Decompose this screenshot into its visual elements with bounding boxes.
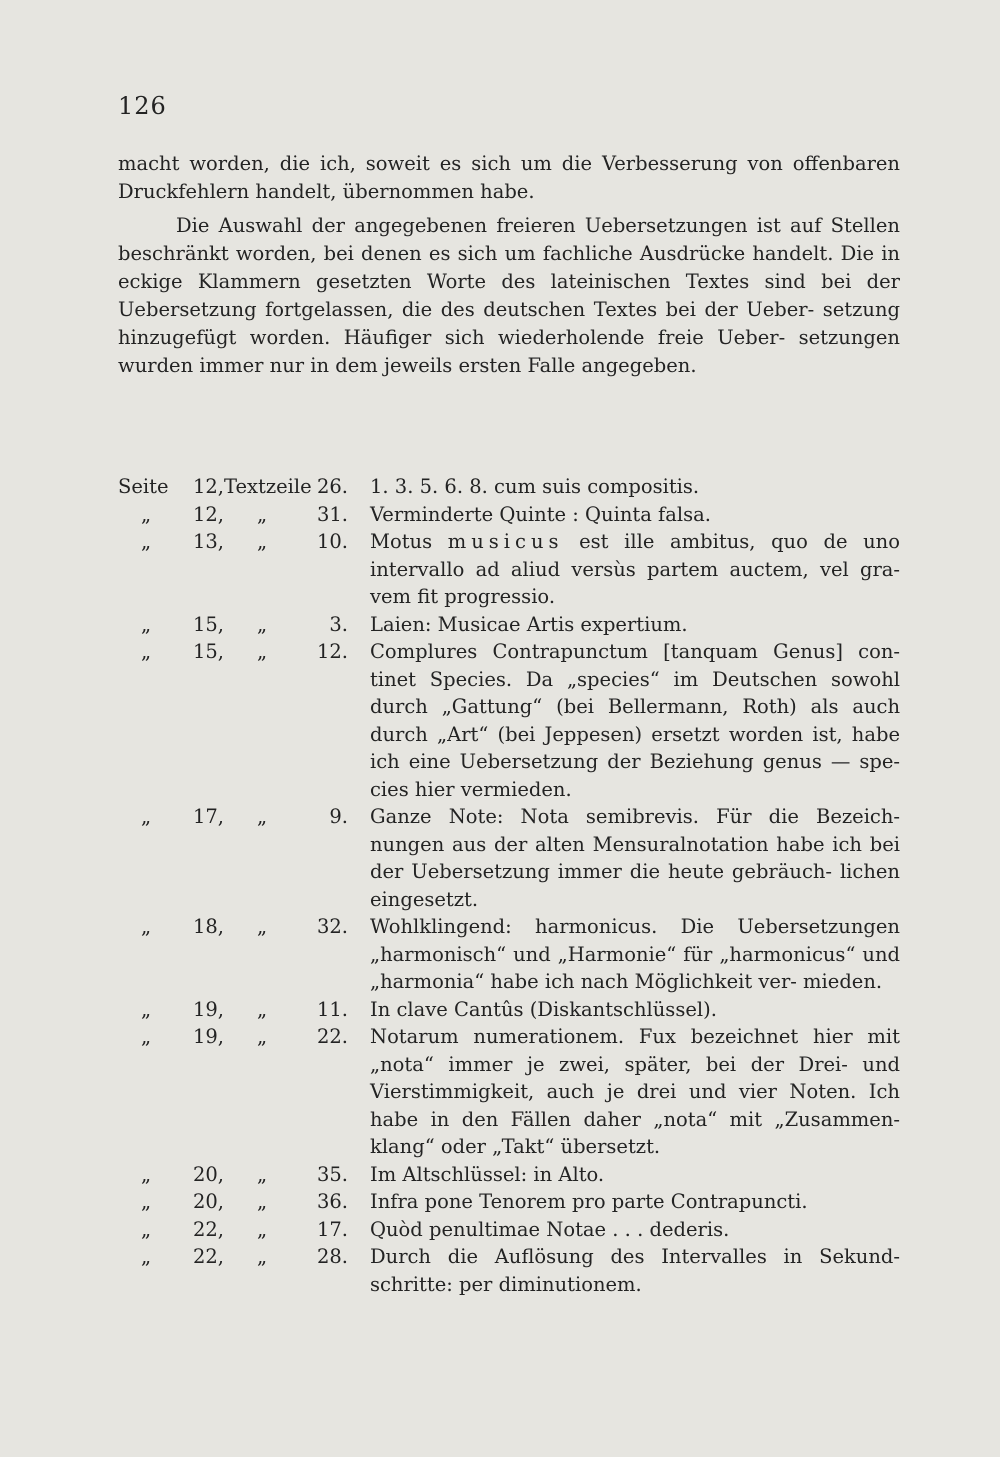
entry-page-ditto: „ <box>140 502 152 526</box>
note-entry <box>118 913 900 996</box>
entry-line-ditto: „ <box>256 612 268 636</box>
entry-text: Ganze Note: Nota semibrevis. Für die Bezeich- nungen aus der alten Mensuralnotation habe ich bei der Uebersetzung immer die heute gebräuch- lichen eingesetzt. <box>370 805 900 911</box>
entry-page-number: 12, <box>192 475 224 498</box>
note-entry <box>118 473 900 501</box>
entry-page-ditto: „ <box>140 1217 152 1241</box>
entry-page-number: 17, <box>192 805 224 828</box>
note-entry <box>118 611 900 639</box>
entry-page-number: 22, <box>192 1245 224 1268</box>
note-entry <box>118 1023 900 1161</box>
note-entry <box>118 528 900 611</box>
note-entry <box>118 1188 900 1216</box>
entry-line-ditto: „ <box>256 1190 268 1213</box>
entry-page-ditto: „ <box>140 997 152 1021</box>
entry-text: In clave Cantûs (Diskantschlüssel). <box>370 997 717 1021</box>
entry-page-number: 18, <box>192 915 224 938</box>
entry-page-label: Seite <box>118 475 169 498</box>
note-entry <box>118 1243 900 1298</box>
entry-line-number: 9. <box>329 805 348 828</box>
entry-page-ditto: „ <box>140 1245 152 1268</box>
entry-line-number: 10. <box>316 530 348 553</box>
entry-page-ditto: „ <box>140 1025 152 1048</box>
entry-page-ditto: „ <box>140 640 152 663</box>
entry-page-ditto: „ <box>140 530 152 553</box>
note-entry <box>118 1216 900 1244</box>
entry-line-ditto: „ <box>256 997 268 1021</box>
entry-page-ditto: „ <box>140 915 152 938</box>
note-entry <box>118 996 900 1024</box>
intro-paragraph-1: macht worden, die ich, soweit es sich um die Verbesserung von offenbaren Druckfehlern handelt, übernommen habe. <box>118 152 900 203</box>
entry-page-ditto: „ <box>140 1162 152 1186</box>
entry-line-number: 11. <box>316 997 348 1021</box>
entry-line-number: 22. <box>316 1025 348 1048</box>
entry-page-number: 19, <box>192 997 224 1021</box>
note-entry <box>118 501 900 529</box>
entry-line-label: Textzeile <box>224 475 312 498</box>
entry-text-spaced: musicus <box>447 530 564 553</box>
entry-line-ditto: „ <box>256 640 268 663</box>
entry-text: Infra pone Tenorem pro parte Contrapuncti. <box>370 1190 808 1213</box>
entry-line-ditto: „ <box>256 530 268 553</box>
translation-notes-list <box>118 473 900 1298</box>
note-entry <box>118 638 900 803</box>
entry-text <box>348 528 900 611</box>
entry-page-ditto: „ <box>140 805 152 828</box>
entry-text: Quòd penultimae Notae . . . dederis. <box>370 1217 730 1241</box>
entry-page-number: 19, <box>192 1025 224 1048</box>
entry-line-number: 3. <box>329 612 348 636</box>
entry-line-number: 28. <box>316 1245 348 1268</box>
entry-page-number: 20, <box>192 1190 224 1213</box>
entry-text: Wohlklingend: harmonicus. Die Uebersetzungen „harmonisch“ und „Harmonie“ für „harmonicus“ und „harmonia“ habe ich nach Möglichkeit ver- mieden. <box>370 915 900 993</box>
entry-line-number: 31. <box>316 502 348 526</box>
entry-text: 1. 3. 5. 6. 8. cum suis compositis. <box>370 475 700 498</box>
entry-text-pre: Motus <box>370 530 448 553</box>
entry-text: Durch die Auflösung des Intervalles in Sekund- schritte: per diminutionem. <box>370 1245 900 1296</box>
entry-text: Verminderte Quinte : Quinta falsa. <box>370 502 711 526</box>
entry-line-ditto: „ <box>256 915 268 938</box>
entry-line-number: 32. <box>316 915 348 938</box>
entry-page-number: 15, <box>192 640 224 663</box>
entry-line-ditto: „ <box>256 1245 268 1268</box>
entry-page-ditto: „ <box>140 612 152 636</box>
entry-text: Complures Contrapunctum [tanquam Genus] con- tinet Species. Da „species“ im Deutschen sowohl durch „Gattung“ (bei Bellermann, Roth) als auch durch „Art“ (bei Jeppesen) ersetzt worden ist, habe ich eine Uebersetzung der Beziehung genus — spe- cies hier vermieden. <box>370 640 900 801</box>
entry-page-number: 12, <box>192 502 224 526</box>
entry-page-number: 20, <box>192 1162 224 1186</box>
entry-text-post: est ille ambitus, quo de uno intervallo ad aliud versùs partem auctem, vel gra- vem fit progressio. <box>370 530 900 608</box>
note-entry <box>118 1161 900 1189</box>
entry-page-number: 13, <box>192 530 224 553</box>
entry-text: Im Altschlüssel: in Alto. <box>370 1162 605 1186</box>
entry-page-number: 22, <box>192 1217 224 1241</box>
entry-line-ditto: „ <box>256 1162 268 1186</box>
entry-line-ditto: „ <box>256 502 268 526</box>
entry-page-ditto: „ <box>140 1190 152 1213</box>
entry-line-number: 12. <box>316 640 348 663</box>
entry-line-number: 17. <box>316 1217 348 1241</box>
entry-line-number: 35. <box>316 1162 348 1186</box>
page-number: 126 <box>118 92 167 120</box>
note-entry <box>118 803 900 913</box>
intro-text <box>118 150 900 380</box>
entry-text: Laien: Musicae Artis expertium. <box>370 612 688 636</box>
entry-text: Notarum numerationem. Fux bezeichnet hier mit „nota“ immer je zwei, später, bei der Drei- und Vierstimmigkeit, auch je drei und vier Noten. Ich habe in den Fällen daher „nota“ mit „Zusammen- klang“ oder „Takt“ übersetzt. <box>370 1025 900 1158</box>
entry-line-ditto: „ <box>256 1217 268 1241</box>
entry-line-number: 26. <box>316 475 348 498</box>
intro-paragraph-2: Die Auswahl der angegebenen freieren Uebersetzungen ist auf Stellen beschränkt worden, bei denen es sich um fachliche Ausdrücke handelt. Die in eckige Klammern gesetzten Worte des lateinischen Textes sind bei der Uebersetzung fortgelassen, die des deutschen Textes bei der Ueber- setzung hinzugefügt worden. Häufiger sich wiederholende freie Ueber- setzungen wurden immer nur in dem jeweils ersten Falle angegeben. <box>118 214 900 377</box>
entry-line-ditto: „ <box>256 805 268 828</box>
entry-page-number: 15, <box>192 612 224 636</box>
entry-line-number: 36. <box>316 1190 348 1213</box>
entry-line-ditto: „ <box>256 1025 268 1048</box>
